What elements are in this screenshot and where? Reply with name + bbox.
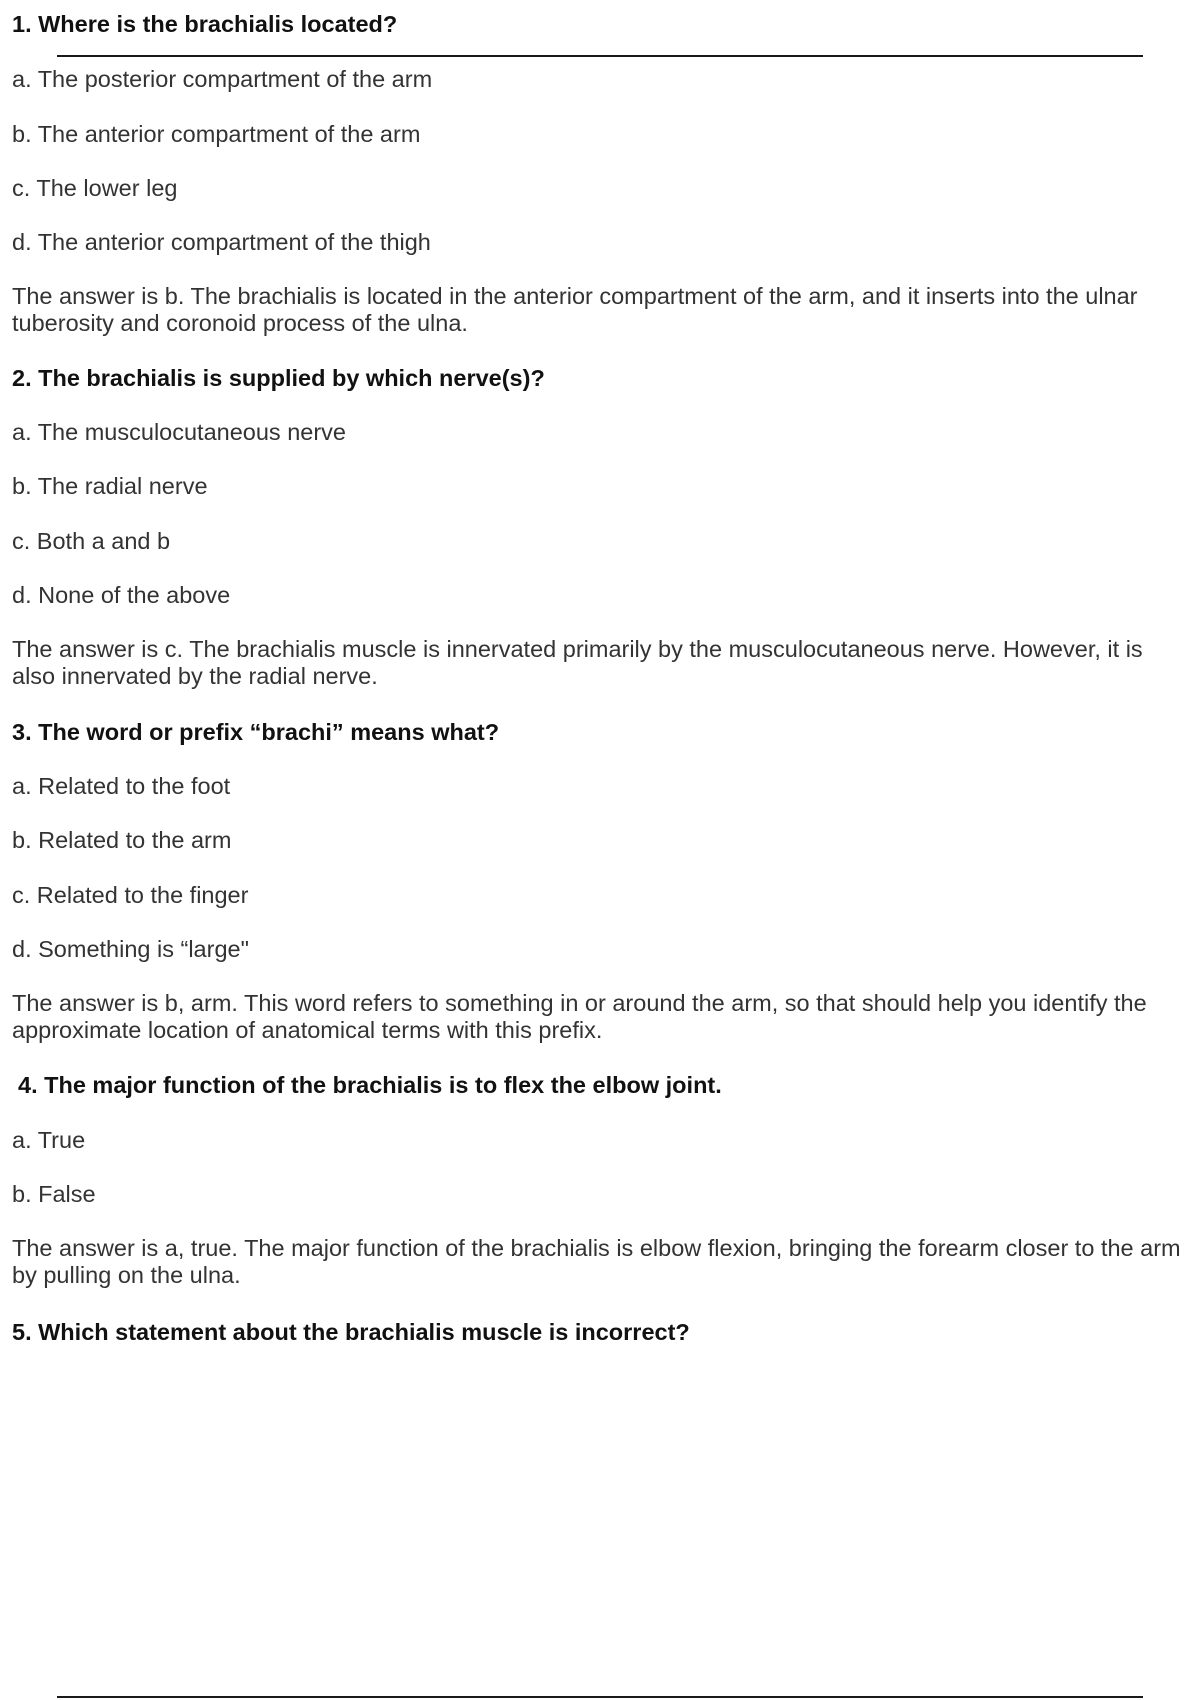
answer-line: The answer is b, arm. This word refers to something in or around the arm, so that should help you identify the — [12, 990, 1147, 1016]
question-1-option-b: b. The anterior compartment of the arm — [12, 121, 421, 147]
question-2-prompt: 2. The brachialis is supplied by which nerve(s)? — [12, 365, 545, 391]
question-1-option-d: d. The anterior compartment of the thigh — [12, 229, 431, 255]
question-2-option-d: d. None of the above — [12, 582, 231, 608]
question-4-answer — [12, 1235, 1200, 1289]
answer-line: The answer is a, true. The major function of the brachialis is elbow flexion, bringing the forearm closer to the arm — [12, 1235, 1181, 1261]
answer-line: tuberosity and coronoid process of the ulna. — [12, 310, 468, 336]
answer-line: also innervated by the radial nerve. — [12, 663, 378, 689]
question-1-option-a: a. The posterior compartment of the arm — [12, 66, 433, 92]
bottom-divider — [57, 1696, 1143, 1698]
question-1-answer — [12, 283, 1200, 337]
answer-line: by pulling on the ulna. — [12, 1262, 241, 1288]
question-3-option-a: a. Related to the foot — [12, 773, 231, 799]
question-3-answer — [12, 990, 1200, 1044]
answer-line: The answer is c. The brachialis muscle is innervated primarily by the musculocutaneous nerve. However, it is — [12, 636, 1143, 662]
question-2-option-b: b. The radial nerve — [12, 473, 208, 499]
answer-line: approximate location of anatomical terms with this prefix. — [12, 1017, 603, 1043]
question-4-option-a: a. True — [12, 1127, 86, 1153]
question-3-prompt: 3. The word or prefix “brachi” means what? — [12, 719, 500, 745]
question-3-option-b: b. Related to the arm — [12, 827, 232, 853]
question-2-option-a: a. The musculocutaneous nerve — [12, 419, 346, 445]
question-1-option-c: c. The lower leg — [12, 175, 178, 201]
question-3-option-c: c. Related to the finger — [12, 882, 249, 908]
question-2-option-c: c. Both a and b — [12, 528, 171, 554]
question-2-answer — [12, 636, 1200, 690]
question-1-prompt: 1. Where is the brachialis located? — [12, 11, 398, 37]
question-4-option-b: b. False — [12, 1181, 96, 1207]
question-3-option-d: d. Something is “large" — [12, 936, 249, 962]
question-5-prompt: 5. Which statement about the brachialis muscle is incorrect? — [12, 1319, 690, 1345]
top-divider — [57, 55, 1143, 57]
answer-line: The answer is b. The brachialis is located in the anterior compartment of the arm, and it inserts into the ulnar — [12, 283, 1138, 309]
question-4-prompt: 4. The major function of the brachialis is to flex the elbow joint. — [18, 1072, 722, 1098]
